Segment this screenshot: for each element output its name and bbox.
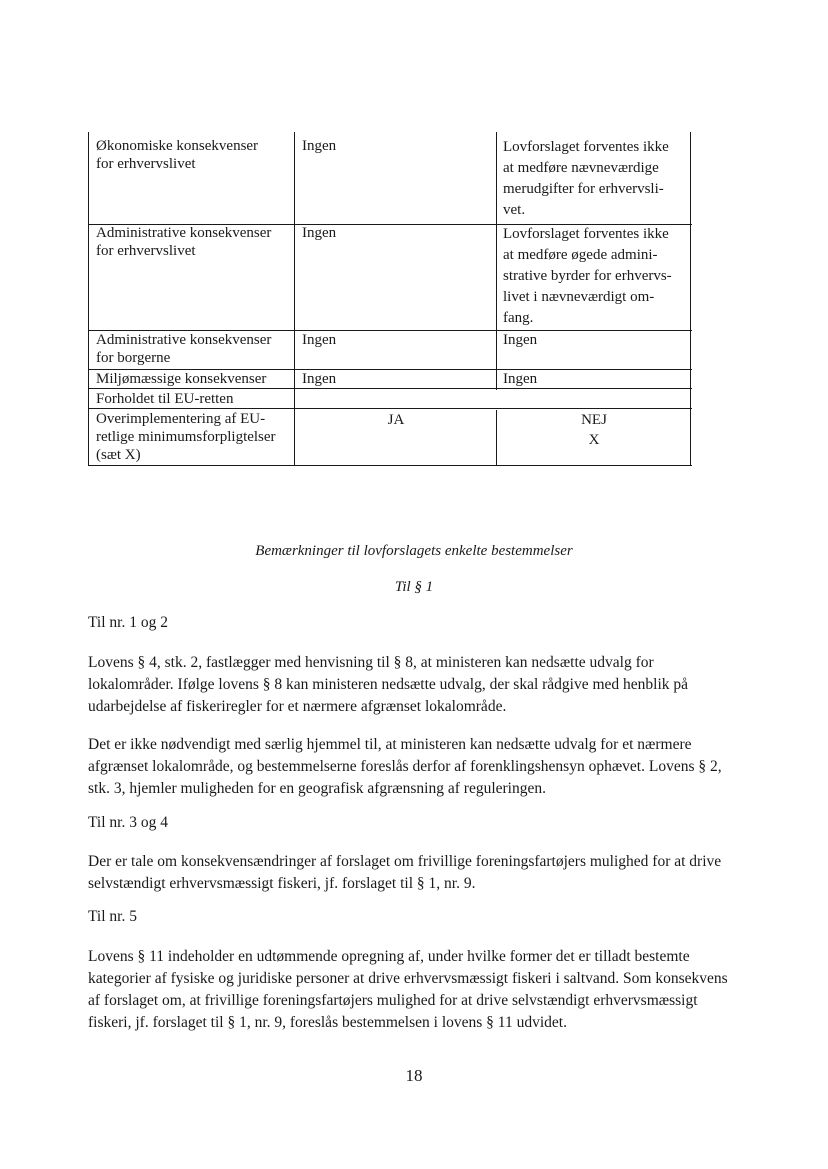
row-environment-col2: Ingen — [302, 371, 337, 387]
row-admin-citizens-col3: Ingen — [503, 332, 538, 348]
row-environment-label: Miljømæssige konsekvenser — [96, 371, 267, 387]
row-admin-business-label: Administrative konsekvenser for erhvervslivet — [96, 225, 272, 259]
subsection-title: Til nr. 3 og 4 — [88, 814, 168, 831]
paragraph: Lovens § 4, stk. 2, fastlægger med henvisning til § 8, at ministeren kan nedsætte udvalg for lokalområder. Ifølge lovens § 8 kan ministeren nedsætte udvalg, der skal rådgive med henblik på udarbejdelse af fiskeriregler for et nærmere afgrænset lokalområde. — [88, 654, 689, 715]
paragraph: Det er ikke nødvendigt med særlig hjemmel til, at ministeren kan nedsætte udvalg for et nærmere afgrænset lokalområde, og bestemmelserne foreslås derfor af forenklingshensyn ophævet. Lovens § 2, stk. 3, hjemler muligheden for en geografisk afgrænsning af reguleringen. — [88, 736, 722, 797]
consequences-table — [0, 0, 828, 480]
row-admin-citizens-label: Administrative konsekvenser for borgerne — [96, 332, 272, 366]
subsection-title: Til nr. 1 og 2 — [88, 614, 168, 631]
paragraph: Der er tale om konsekvensændringer af forslaget om frivillige foreningsfartøjers mulighed for at drive selvstændigt erhvervsmæssigt fiskeri, jf. forslaget til § 1, nr. 9. — [88, 853, 722, 892]
row-environment-col3: Ingen — [503, 371, 538, 387]
row-admin-business-col3: Lovforslaget forventes ikke at medføre øgede admini- strative byrder for erhvervs- livet i nævneværdigt om- fang. — [503, 226, 672, 326]
section-paragraph-heading: Til § 1 — [394, 579, 434, 595]
row-admin-citizens-col2: Ingen — [302, 332, 337, 348]
row-admin-business-col2: Ingen — [302, 225, 337, 241]
overimpl-mark: X — [588, 432, 600, 448]
paragraph: Lovens § 11 indeholder en udtømmende opregning af, under hvilke former det er tilladt bestemte kategorier af fysiske og juridiske personer at drive erhvervsmæssigt fiskeri i saltvand. Som konsekvens af forslaget om, at frivillige foreningsfartøjers mulighed for at drive selvstændigt erhvervsmæssigt fiskeri, jf. forslaget til § 1, nr. 9, foreslås bestemmelsen i lovens § 11 udvidet. — [88, 948, 728, 1031]
page-number: 18 — [405, 1066, 423, 1085]
eu-header: Forholdet til EU-retten — [96, 391, 234, 407]
row-economic-col3: Lovforslaget forventes ikke at medføre nævneværdige merudgifter for erhvervsli- vet. — [503, 139, 669, 218]
section-heading: Bemærkninger til lovforslagets enkelte bestemmelser — [255, 543, 573, 559]
overimpl-nej: NEJ — [581, 412, 607, 428]
row-economic-label: Økonomiske konsekvenser for erhvervslivet — [96, 138, 259, 172]
overimpl-ja: JA — [387, 412, 405, 428]
subsection-title: Til nr. 5 — [88, 908, 137, 925]
row-economic-col2: Ingen — [302, 138, 337, 154]
overimpl-label: Overimplementering af EU- retlige minimumsforpligtelser (sæt X) — [96, 411, 276, 463]
